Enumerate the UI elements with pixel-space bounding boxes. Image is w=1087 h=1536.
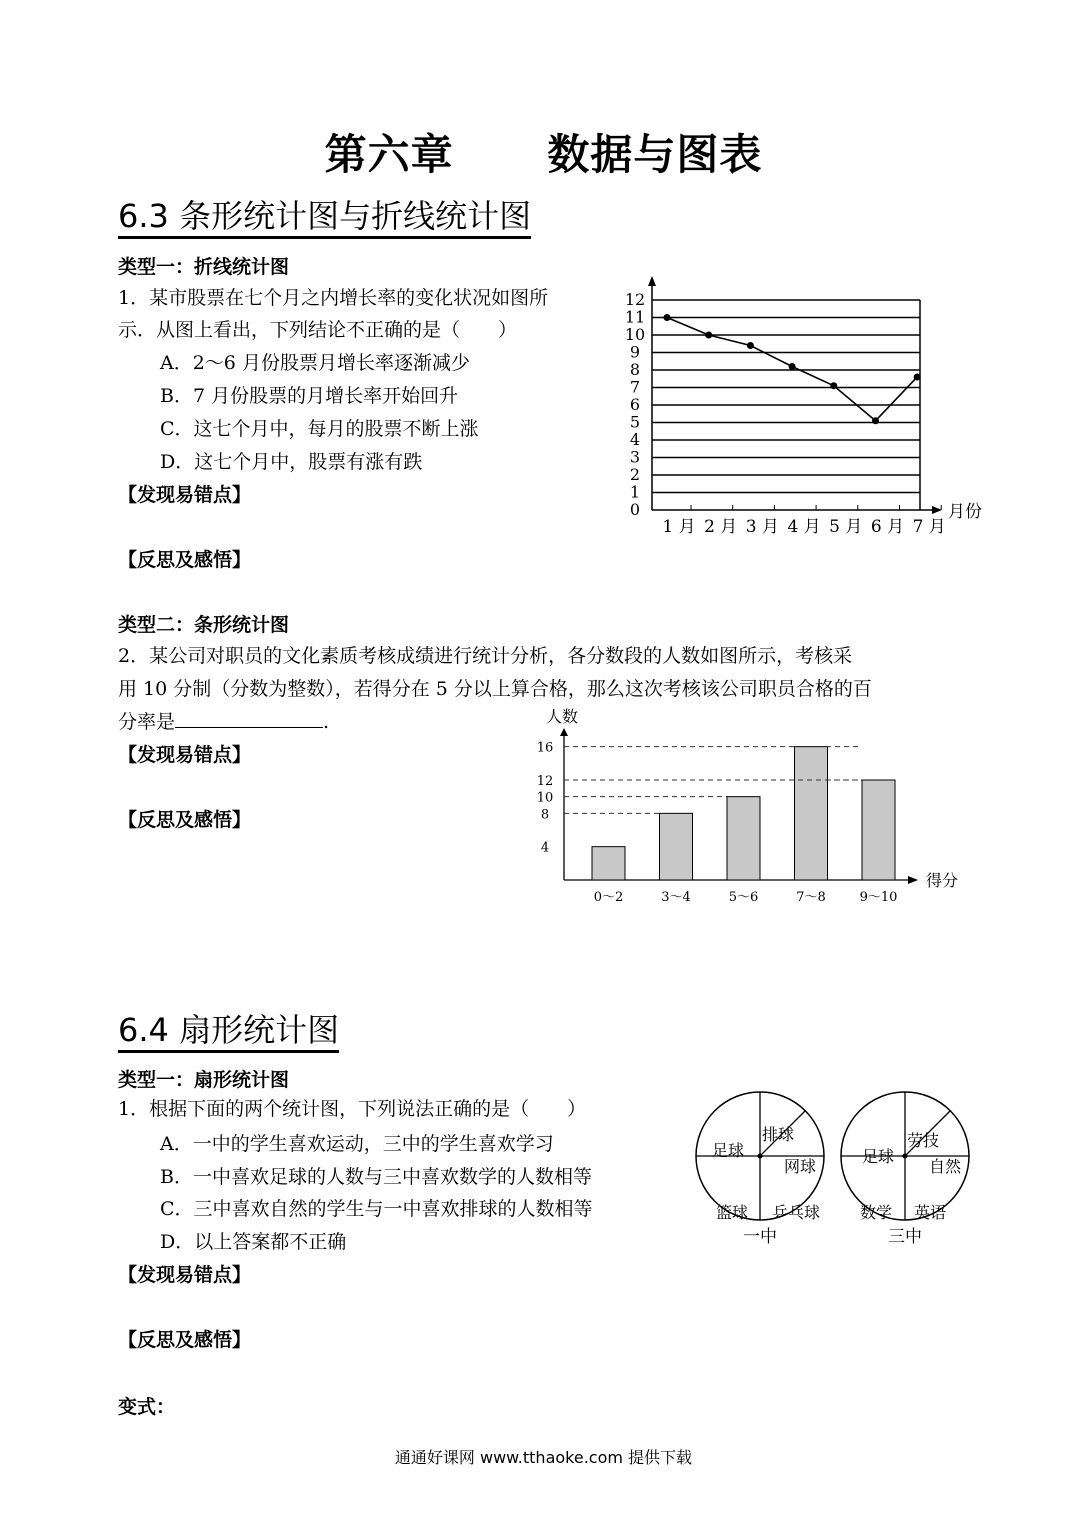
answer-blank[interactable] xyxy=(175,709,323,728)
x-tick-label: 3～4 xyxy=(661,890,691,905)
find-errors-label: 【发现易错点】 xyxy=(118,484,252,506)
variant-label: 变式： xyxy=(118,1396,176,1418)
y-tick-label: 12 xyxy=(536,774,554,789)
y-tick-label: 10 xyxy=(536,790,554,806)
x-axis-arrow xyxy=(908,876,918,884)
x-tick-label: 7～8 xyxy=(796,890,826,905)
pie-slice-label: 数学 xyxy=(859,1203,893,1222)
option-c: C．这七个月中，每月的股票不断上涨 xyxy=(160,418,479,440)
x-tick-label: 3 月 xyxy=(745,517,780,537)
y-axis-arrow xyxy=(560,728,568,736)
y-tick-label: 8 xyxy=(540,807,550,823)
pie-slice-label: 足球 xyxy=(861,1147,895,1166)
pie-slice-label: 劳技 xyxy=(906,1131,940,1150)
y-tick-label: 8 xyxy=(629,360,641,379)
section-title-6-3: 6.3 条形统计图与折线统计图 xyxy=(118,196,531,239)
question-2-line3-post: . xyxy=(323,711,330,733)
y-axis-label: 人数 xyxy=(545,707,579,726)
bar xyxy=(862,780,895,880)
x-axis-label: 得分 xyxy=(925,871,959,890)
y-tick-label: 16 xyxy=(536,740,554,756)
y-tick-label: 9 xyxy=(629,342,641,362)
option-d-3: D．以上答案都不正确 xyxy=(160,1231,347,1253)
y-tick-label: 6 xyxy=(629,395,641,414)
data-point xyxy=(872,417,879,424)
pie-slice-label: 足球 xyxy=(711,1141,745,1160)
y-tick-label: 4 xyxy=(629,430,641,449)
data-point xyxy=(914,374,921,381)
x-tick-label: 5 月 xyxy=(829,517,863,537)
find-errors-label-2: 【发现易错点】 xyxy=(118,744,252,766)
pie-charts xyxy=(690,1090,980,1250)
y-tick-label: 4 xyxy=(540,840,550,856)
reflection-label: 【反思及感悟】 xyxy=(118,549,252,571)
line-chart xyxy=(615,270,995,540)
pie-slice-label: 篮球 xyxy=(715,1203,749,1222)
data-point xyxy=(747,342,754,349)
x-tick-label: 0～2 xyxy=(593,890,624,905)
option-c-3: C．三中喜欢自然的学生与一中喜欢排球的人数相等 xyxy=(160,1198,593,1220)
data-point xyxy=(830,382,837,389)
reflection-label-3: 【反思及感悟】 xyxy=(118,1329,252,1351)
chapter-title: 第六章 数据与图表 xyxy=(324,130,763,179)
pie-slice-label: 排球 xyxy=(761,1125,795,1144)
x-tick-label: 2 月 xyxy=(704,517,738,537)
question-1-line2: 示．从图上看出，下列结论不正确的是（ ） xyxy=(118,319,518,341)
pie-slice-label: 英语 xyxy=(913,1203,947,1222)
question-2-line3-pre: 分率是 xyxy=(118,711,176,733)
option-b-3: B．一中喜欢足球的人数与三中喜欢数学的人数相等 xyxy=(160,1166,592,1188)
bar xyxy=(592,847,625,880)
reflection-label-2: 【反思及感悟】 xyxy=(118,809,252,831)
question-1-line1: 1．某市股票在七个月之内增长率的变化状况如图所 xyxy=(118,287,549,309)
y-tick-label: 10 xyxy=(624,325,646,344)
y-tick-label: 2 xyxy=(629,465,641,484)
option-a: A．2～6 月份股票月增长率逐渐减少 xyxy=(160,352,470,374)
x-tick-label: 6 月 xyxy=(870,517,905,537)
y-tick-label: 11 xyxy=(624,307,646,327)
pie-slice-label: 自然 xyxy=(928,1157,962,1176)
question-2-line3 xyxy=(118,706,329,739)
type2-label: 类型二：条形统计图 xyxy=(118,614,290,636)
bar xyxy=(727,797,760,880)
bar-chart xyxy=(530,700,970,910)
y-tick-label: 12 xyxy=(624,290,646,309)
y-tick-label: 3 xyxy=(629,447,641,467)
type1-label: 类型一：折线统计图 xyxy=(118,256,290,278)
option-d: D．这七个月中，股票有涨有跌 xyxy=(160,451,423,473)
data-point xyxy=(789,363,796,370)
question-3-line1: 1．根据下面的两个统计图，下列说法正确的是（ ） xyxy=(118,1098,587,1120)
x-tick-label: 7 月 xyxy=(912,517,946,537)
option-a-3: A．一中的学生喜欢运动，三中的学生喜欢学习 xyxy=(160,1133,554,1155)
pie-slice-label: 乒乓球 xyxy=(771,1203,821,1222)
option-b: B．7 月份股票的月增长率开始回升 xyxy=(160,385,459,407)
type1-label-6-4: 类型一：扇形统计图 xyxy=(118,1069,290,1091)
bar xyxy=(660,813,693,880)
x-tick-label: 5～6 xyxy=(728,890,759,905)
find-errors-label-3: 【发现易错点】 xyxy=(118,1264,252,1286)
footer-text: 通通好课网 www.tthaoke.com 提供下载 xyxy=(394,1448,693,1467)
data-point xyxy=(705,332,712,339)
data-point xyxy=(664,314,671,321)
pie-center xyxy=(903,1154,908,1159)
x-axis-label: 月份 xyxy=(948,502,982,522)
x-tick-label: 9～10 xyxy=(859,890,898,905)
y-tick-label: 1 xyxy=(629,482,641,502)
question-2-line1: 2．某公司对职员的文化素质考核成绩进行统计分析，各分数段的人数如图所示，考核采 xyxy=(118,645,853,667)
x-tick-label: 1 月 xyxy=(662,517,696,537)
bar xyxy=(795,747,828,880)
pie-title: 三中 xyxy=(888,1227,922,1247)
x-axis-arrow xyxy=(932,506,942,514)
x-tick-label: 4 月 xyxy=(787,517,821,537)
question-2-line2: 用 10 分制（分数为整数），若得分在 5 分以上算合格，那么这次考核该公司职员合格的百 xyxy=(118,678,872,700)
pie-slice-label: 网球 xyxy=(783,1157,817,1176)
y-axis-arrow xyxy=(648,276,656,286)
pie-center xyxy=(758,1154,763,1159)
y-tick-label: 5 xyxy=(629,412,641,432)
pie-title: 一中 xyxy=(743,1227,777,1247)
y-tick-label: 7 xyxy=(629,377,641,397)
y-tick-label: 0 xyxy=(629,500,641,519)
section-title-6-4: 6.4 扇形统计图 xyxy=(118,1010,339,1053)
